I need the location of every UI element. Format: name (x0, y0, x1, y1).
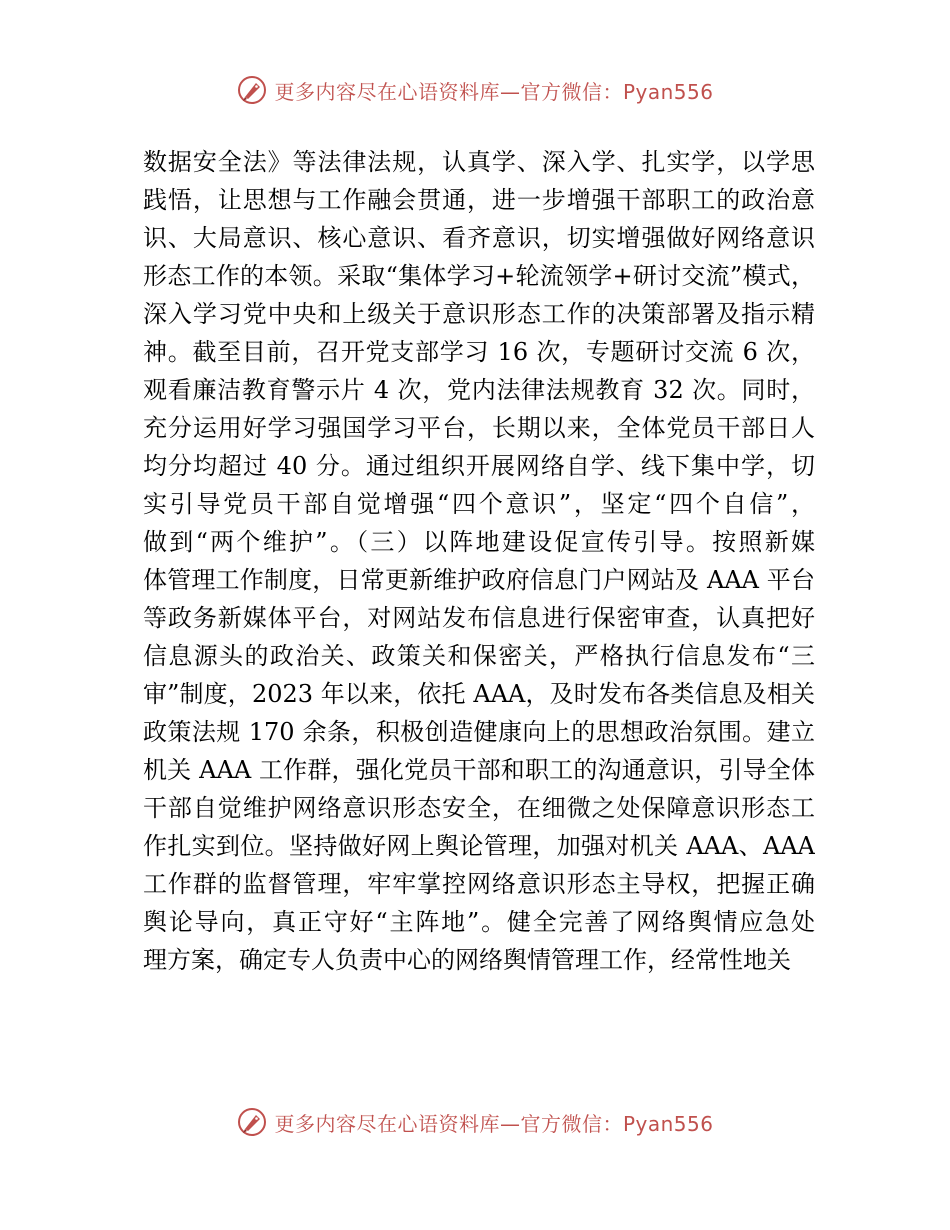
footer-banner-text: 更多内容尽在心语资料库—官方微信：Pyan556 (274, 1111, 714, 1136)
body-line: 识、大局意识、核心意识、看齐意识，切实增强做好网络意识 (143, 224, 815, 252)
body-line: 充分运用好学习强国学习平台，长期以来，全体党员干部日人 (143, 414, 815, 442)
body-line: 神。截至目前，召开党支部学习 16 次，专题研讨交流 6 次， (143, 338, 815, 366)
body-line: 理方案，确定专人负责中心的网络舆情管理工作，经常性地关 (143, 946, 791, 974)
body-line: 形态工作的本领。采取“集体学习+轮流领学+研讨交流”模式， (143, 262, 815, 290)
body-line: 干部自觉维护网络意识形态安全，在细微之处保障意识形态工 (143, 794, 815, 822)
pen-nib-logo-icon (236, 1106, 268, 1138)
document-body (143, 143, 815, 979)
body-line: 作扎实到位。坚持做好网上舆论管理，加强对机关 AAA、AAA (143, 832, 815, 860)
pen-nib-logo-icon (236, 74, 268, 106)
body-line: 数据安全法》等法律法规，认真学、深入学、扎实学，以学思 (143, 148, 815, 176)
body-line: 做到“两个维护”。（三）以阵地建设促宣传引导。按照新媒 (143, 528, 815, 556)
header-banner-text: 更多内容尽在心语资料库—官方微信：Pyan556 (274, 79, 714, 104)
footer-banner-inner (236, 1106, 713, 1138)
body-line: 体管理工作制度，日常更新维护政府信息门户网站及 AAA 平台 (143, 566, 815, 594)
body-line: 践悟，让思想与工作融会贯通，进一步增强干部职工的政治意 (143, 186, 815, 214)
body-line: 舆论导向，真正守好“主阵地”。健全完善了网络舆情应急处 (143, 908, 815, 936)
body-line: 深入学习党中央和上级关于意识形态工作的决策部署及指示精 (143, 300, 815, 328)
body-line: 观看廉洁教育警示片 4 次，党内法律法规教育 32 次。同时， (143, 376, 815, 404)
footer-banner (0, 1102, 950, 1142)
body-line: 机关 AAA 工作群，强化党员干部和职工的沟通意识，引导全体 (143, 756, 815, 784)
header-banner (0, 70, 950, 110)
body-line: 信息源头的政治关、政策关和保密关，严格执行信息发布“三 (143, 642, 815, 670)
body-line: 均分均超过 40 分。通过组织开展网络自学、线下集中学，切 (143, 452, 815, 480)
body-line: 政策法规 170 余条，积极创造健康向上的思想政治氛围。建立 (143, 718, 815, 746)
body-line: 实引导党员干部自觉增强“四个意识”，坚定“四个自信”， (143, 490, 815, 518)
body-line: 等政务新媒体平台，对网站发布信息进行保密审查，认真把好 (143, 604, 815, 632)
body-line: 审”制度，2023 年以来，依托 AAA，及时发布各类信息及相关 (143, 680, 815, 708)
header-banner-inner (236, 74, 713, 106)
body-line: 工作群的监督管理，牢牢掌控网络意识形态主导权，把握正确 (143, 870, 815, 898)
